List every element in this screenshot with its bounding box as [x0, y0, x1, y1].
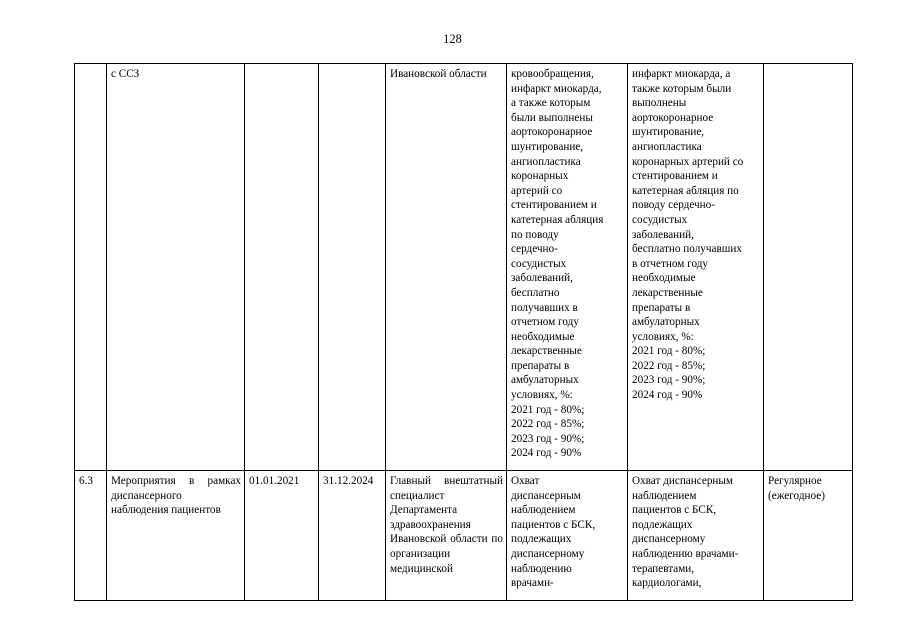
end-date-cell: 31.12.2024 [319, 471, 386, 601]
text-line: бесплатно получавших [632, 243, 742, 256]
text-line: 2022 год - 85%; [632, 359, 706, 372]
result-text [632, 474, 760, 591]
text-line: заболеваний, [511, 272, 573, 285]
text-line: получавших в [511, 301, 578, 314]
text-line: кардиологами, [632, 577, 702, 590]
text-line: катетерная абляция [511, 213, 604, 226]
text-line: кровообращения, [511, 68, 594, 80]
start-date-cell: 01.01.2021 [245, 471, 319, 601]
indicator-text [511, 474, 624, 591]
text-line: терапевтами, [632, 562, 695, 575]
text-line: стентированием и [632, 170, 718, 183]
text-line: наблюдением [511, 504, 576, 517]
text-line: инфаркт миокарда, а [632, 68, 731, 80]
text-line: наблюдению врачами- [632, 547, 739, 560]
text-line: 2024 год - 90% [511, 447, 582, 460]
text-line: были выполнены [511, 111, 593, 124]
indicator-text [511, 67, 624, 461]
text-line: наблюдению [511, 562, 572, 575]
end-date-cell [319, 64, 386, 471]
text-line: 2024 год - 90% [632, 389, 703, 402]
text-line: подлежащих [632, 518, 693, 531]
text-line: по поводу [511, 228, 559, 241]
text-line: аортокоронарное [511, 126, 593, 139]
result-text [632, 67, 760, 403]
text-line: амбулаторных [511, 374, 579, 387]
page-number: 128 [443, 32, 462, 46]
text-line: лекарственные [632, 286, 703, 299]
table-row [75, 64, 853, 471]
frequency-cell [764, 64, 853, 471]
event-cell: Мероприятия в рамках диспансерного наблюдения пациентов [107, 471, 245, 601]
responsible-cell: Ивановской области [386, 64, 507, 471]
text-line: также которым были [632, 82, 732, 95]
text-line: сосудистых [632, 213, 688, 226]
text-line: поводу сердечно- [632, 199, 715, 212]
text-line: амбулаторных [632, 316, 700, 329]
text-line: лекарственные [511, 345, 582, 358]
indicator-cell [507, 64, 628, 471]
text-line: пациентов с БСК, [511, 518, 596, 531]
text-line: необходимые [632, 272, 696, 285]
frequency-cell: Регулярное (ежегодное) [764, 471, 853, 601]
text-line: 2022 год - 85%; [511, 418, 585, 431]
text-line: пациентов с БСК, [632, 504, 717, 517]
event-cell: с ССЗ [107, 64, 245, 471]
text-line: заболеваний, [632, 228, 694, 241]
text-line: условиях, %: [511, 389, 573, 402]
text-line: шунтирование, [632, 126, 705, 139]
text-line: выполнены [632, 97, 687, 110]
text-line: стентированием и [511, 199, 597, 212]
text-line: диспансерному [511, 547, 585, 560]
result-cell [628, 471, 764, 601]
text-line: инфаркт миокарда, [511, 82, 602, 95]
text-line: условиях, %: [632, 330, 694, 343]
text-line: сердечно- [511, 243, 558, 256]
responsible-cell: Главный внештатный специалист Департамента здравоохранения Ивановской области по организации медицинской [386, 471, 507, 601]
text-line: коронарных артерий со [632, 155, 744, 168]
text-line: диспансерным [511, 489, 581, 502]
text-line: препараты в [632, 301, 691, 314]
text-line: наблюдением [632, 489, 697, 502]
text-line: ангиопластика [511, 155, 581, 168]
text-line: 2021 год - 80%; [632, 345, 706, 358]
text-line: а также которым [511, 97, 591, 110]
text-line: коронарных [511, 170, 569, 183]
text-line: сосудистых [511, 257, 567, 270]
text-line: ангиопластика [632, 140, 702, 153]
text-line: катетерная абляция по [632, 184, 739, 197]
text-line: подлежащих [511, 533, 572, 546]
measures-table [74, 63, 853, 601]
text-line: аортокоронарное [632, 111, 714, 124]
text-line: 2023 год - 90%; [632, 374, 706, 387]
text-line: в отчетном году [632, 257, 709, 270]
text-line: Охват [511, 475, 540, 487]
text-line: 2021 год - 80%; [511, 403, 585, 416]
text-line: бесплатно [511, 286, 560, 299]
text-line: диспансерному [632, 533, 706, 546]
text-line: необходимые [511, 330, 575, 343]
text-line: отчетном году [511, 316, 579, 329]
text-line: шунтирование, [511, 140, 584, 153]
result-cell [628, 64, 764, 471]
row-number-cell: 6.3 [75, 471, 107, 601]
text-line: врачами- [511, 577, 554, 590]
text-line: препараты в [511, 359, 570, 372]
text-line: Охват диспансерным [632, 475, 733, 487]
table-row [75, 471, 853, 601]
row-number-cell [75, 64, 107, 471]
text-line: 2023 год - 90%; [511, 432, 585, 445]
indicator-cell [507, 471, 628, 601]
start-date-cell [245, 64, 319, 471]
text-line: артерий со [511, 184, 563, 197]
